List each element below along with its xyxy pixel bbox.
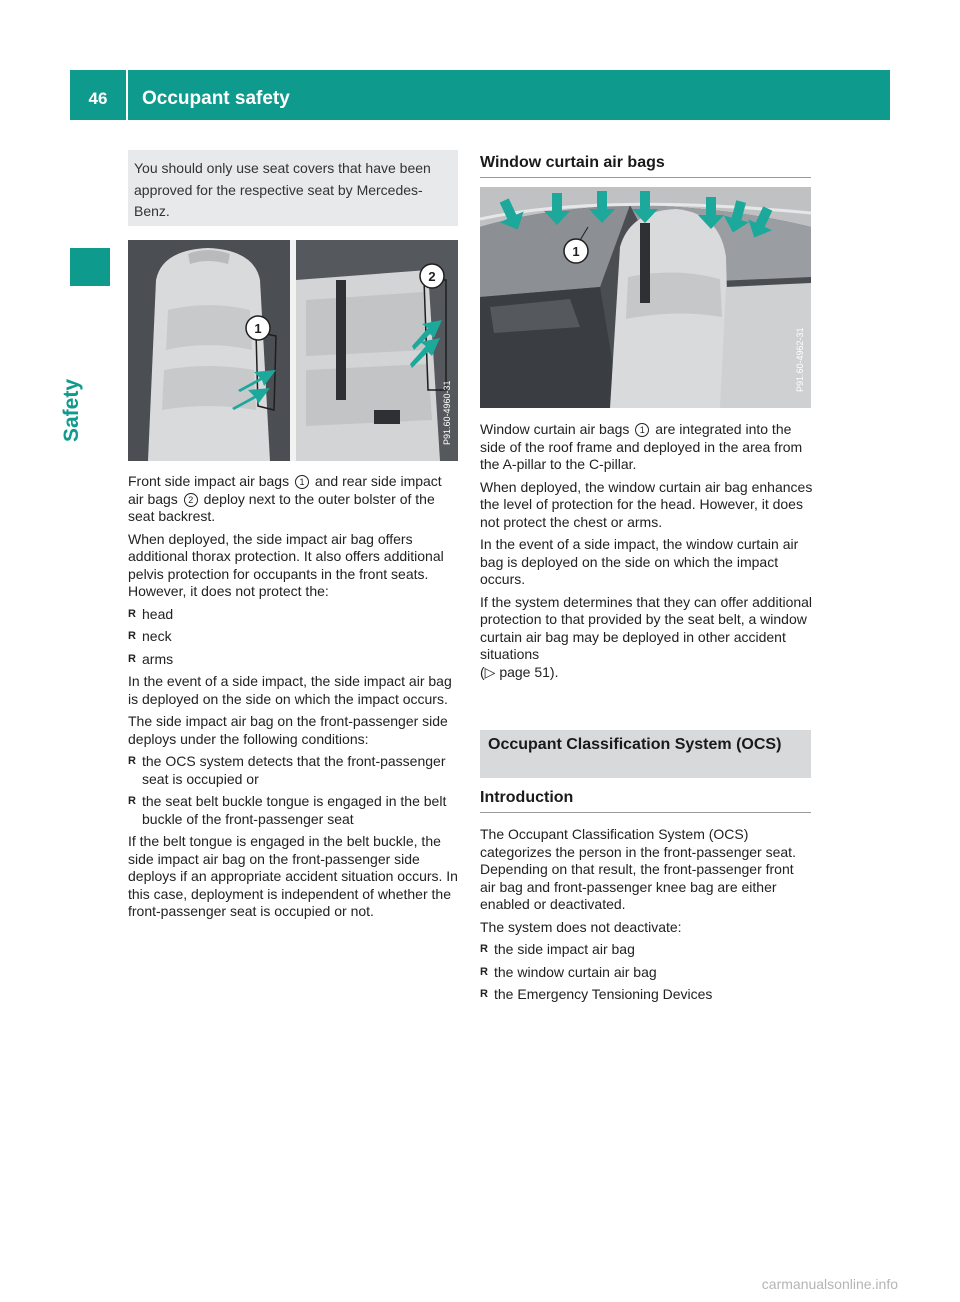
cabin-illustration bbox=[480, 187, 811, 408]
bullet-list-not-deactivated bbox=[480, 941, 813, 1004]
list-item-text: arms bbox=[142, 650, 174, 667]
callout-1: 1 bbox=[572, 244, 580, 259]
text-fragment: and rear side impact air bags bbox=[128, 473, 442, 507]
list-item bbox=[128, 606, 460, 624]
list-item-text: the side impact air bag bbox=[494, 941, 635, 957]
left-column-text bbox=[128, 473, 460, 926]
header-divider bbox=[126, 70, 128, 120]
bullet-icon: R bbox=[480, 943, 488, 955]
paragraph-ocs-categorizes: The Occupant Classification System (OCS) categorizes the person in the front-passenger seat. Depending on that result, the front-passenger front air bag and front-passenger knee bag are either enabled or deactivated. bbox=[480, 826, 796, 912]
figure-code: P91.60-4960-31 bbox=[442, 380, 452, 445]
list-item-text: the window curtain air bag bbox=[494, 963, 657, 980]
section-heading-box bbox=[480, 730, 811, 778]
figure-window-curtain-airbags bbox=[480, 187, 811, 408]
page-reference-link[interactable]: (▷ page 51). bbox=[480, 663, 559, 680]
list-item bbox=[128, 651, 460, 669]
list-item bbox=[128, 628, 460, 646]
bullet-icon: R bbox=[128, 755, 136, 767]
paragraph-front-side-airbags bbox=[128, 473, 460, 526]
bullet-list-not-protected bbox=[128, 606, 460, 669]
list-item bbox=[480, 941, 813, 959]
list-item-text: the Emergency Tensioning Devices bbox=[494, 986, 713, 1002]
seat-illustration bbox=[128, 240, 458, 461]
callout-1: 1 bbox=[254, 321, 262, 336]
paragraph-does-not-deactivate: The system does not deactivate: bbox=[480, 918, 682, 935]
side-tab-label: Safety bbox=[60, 378, 83, 442]
note-box bbox=[128, 150, 458, 226]
heading-introduction: Introduction bbox=[480, 789, 574, 806]
page-number: 46 bbox=[88, 89, 108, 108]
figure-code: P91.60-4962-31 bbox=[795, 327, 805, 392]
bullet-icon: R bbox=[128, 652, 136, 665]
list-item-text: the seat belt buckle tongue is engaged in the belt buckle of the front-passenger seat bbox=[142, 793, 447, 827]
bullet-icon: R bbox=[128, 607, 136, 620]
bullet-icon: R bbox=[480, 965, 488, 978]
text-fragment: Window curtain air bags bbox=[480, 421, 630, 437]
watermark: carmanualsonline.info bbox=[761, 1276, 898, 1292]
callout-2: 2 bbox=[428, 269, 436, 284]
list-item bbox=[480, 986, 813, 1004]
callout-ref-2: 2 bbox=[184, 493, 198, 507]
bullet-list-conditions bbox=[128, 753, 460, 828]
callout-ref-1: 1 bbox=[635, 423, 649, 437]
paragraph-thorax-protection: When deployed, the side impact air bag offers additional thorax protection. It also offers additional pelvis protection for occupants in the front seats. However, it does not protect the: bbox=[128, 530, 444, 599]
section-marker bbox=[70, 248, 110, 286]
list-item bbox=[128, 753, 460, 788]
heading-rule bbox=[480, 177, 811, 178]
list-item-text: head bbox=[142, 605, 174, 622]
bullet-icon: R bbox=[128, 795, 136, 807]
page-title: Occupant safety bbox=[142, 88, 290, 109]
heading-ocs: Occupant Classification System (OCS) bbox=[488, 736, 782, 753]
introduction-text bbox=[480, 826, 813, 1009]
bullet-icon: R bbox=[480, 988, 488, 1000]
text-fragment: deploy next to the outer bolster of the seat backrest. bbox=[128, 490, 435, 524]
list-item bbox=[128, 793, 460, 828]
bullet-icon: R bbox=[128, 630, 136, 642]
list-item-text: the OCS system detects that the front-passenger seat is occupied or bbox=[142, 753, 446, 787]
paragraph-head-protection: When deployed, the window curtain air bag enhances the level of protection for the head. However, it does not protect the chest or arms. bbox=[480, 478, 813, 530]
paragraph-side-impact-event: In the event of a side impact, the side impact air bag is deployed on the side on which the impact occurs. bbox=[128, 673, 452, 707]
page-header bbox=[70, 70, 890, 120]
paragraph-other-situations bbox=[480, 594, 813, 682]
figure-side-impact-airbags bbox=[128, 240, 458, 461]
paragraph-belt-tongue: If the belt tongue is engaged in the belt buckle, the side impact air bag on the front-passenger side deploys if an appropriate accident situation occurs. In this case, deployment is independent of whether the front-passenger seat is occupied or not. bbox=[128, 833, 458, 919]
heading-window-curtain-airbags: Window curtain air bags bbox=[480, 154, 665, 171]
list-item-text: neck bbox=[142, 628, 172, 644]
right-column-text bbox=[480, 421, 813, 686]
paragraph-window-curtain-integrated bbox=[480, 421, 813, 474]
paragraph-front-passenger-conditions: The side impact air bag on the front-passenger side deploys under the following conditions: bbox=[128, 713, 448, 747]
text-fragment: Front side impact air bags bbox=[128, 473, 290, 489]
list-item bbox=[480, 964, 813, 982]
text-fragment: If the system determines that they can offer additional protection to that provided by the seat belt, a window curtain air bag may be deployed in other accident situations bbox=[480, 593, 813, 662]
heading-rule bbox=[480, 812, 811, 813]
note-text: You should only use seat covers that have been approved for the respective seat by Mercedes-Benz. bbox=[134, 160, 431, 219]
text-fragment: are integrated into the side of the roof frame and deployed in the area from the A-pillar to the C-pillar. bbox=[480, 421, 803, 472]
callout-ref-1: 1 bbox=[295, 475, 309, 489]
paragraph-side-impact-curtain: In the event of a side impact, the window curtain air bag is deployed on the side on which the impact occurs. bbox=[480, 536, 799, 587]
